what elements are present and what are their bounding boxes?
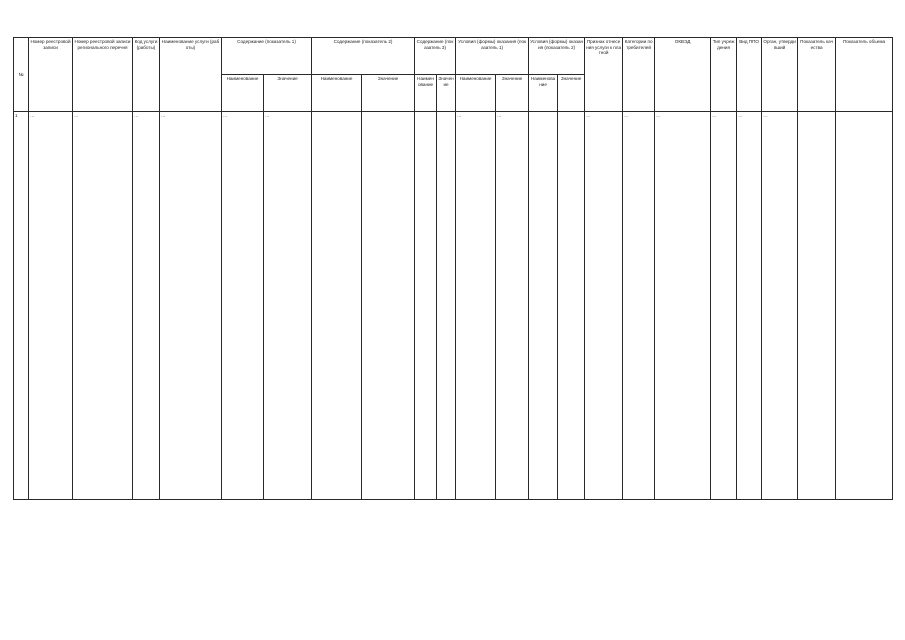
cell-authority: … — [762, 112, 798, 500]
header-conditions-1: Условия (формы) оказания (показатель 1) — [456, 38, 529, 75]
header-c2-name: Наименование — [312, 75, 362, 112]
cell-u2-name — [529, 112, 558, 500]
header-row-1 — [14, 38, 893, 75]
cell-volume — [836, 112, 893, 500]
cell-service-code: … — [133, 112, 160, 500]
registry-table — [13, 37, 893, 500]
header-okved: ОКВЭД — [655, 38, 711, 112]
cell-consumers: … — [623, 112, 655, 500]
cell-c3-value — [437, 112, 456, 500]
header-u1-value: Значение — [496, 75, 529, 112]
header-reg-number: Номер реестровой записи — [29, 38, 73, 112]
cell-u2-value — [558, 112, 585, 500]
header-u2-name: Наименование — [529, 75, 558, 112]
header-u1-name: Наименование — [456, 75, 496, 112]
header-no: № — [14, 38, 29, 112]
header-c1-value: Значение — [264, 75, 312, 112]
header-conditions-2: Условия (формы) оказания (показатель 2) — [529, 38, 585, 75]
header-reg-number-subject: Номер реестровой записи регионального перечня — [73, 38, 133, 112]
header-content-3: Содержание (показатель 3) — [415, 38, 456, 75]
cell-u1-value: … — [496, 112, 529, 500]
cell-u1-name: … — [456, 112, 496, 500]
header-quality: Показатель качества — [798, 38, 836, 112]
cell-no: 1 — [14, 112, 29, 500]
cell-quality — [798, 112, 836, 500]
header-reg-type: Тип учреждения — [711, 38, 737, 112]
header-service-name: Наименование услуги (работы) — [160, 38, 222, 112]
table-row — [14, 112, 893, 500]
cell-okved: … — [655, 112, 711, 500]
header-paid-free: Признак отнесения услуги к платной — [585, 38, 623, 112]
cell-c1-value: … — [264, 112, 312, 500]
cell-reg-type: … — [711, 112, 737, 500]
cell-service-name: … — [160, 112, 222, 500]
header-c2-value: Значение — [362, 75, 415, 112]
header-u2-value: Значение — [558, 75, 585, 112]
cell-c2-value — [362, 112, 415, 500]
header-volume: Показатель объема — [836, 38, 893, 112]
header-authority: Орган, утвердивший — [762, 38, 798, 112]
header-content-1: Содержание (показатель 1) — [222, 38, 312, 75]
cell-paid-free: … — [585, 112, 623, 500]
cell-c1-name: … — [222, 112, 264, 500]
header-c1-name: Наименование — [222, 75, 264, 112]
cell-vid-ppo: … — [737, 112, 762, 500]
header-c3-value: Значение — [437, 75, 456, 112]
header-vid-ppo: Вид ППО — [737, 38, 762, 112]
cell-reg-number: … — [29, 112, 73, 500]
cell-c3-name — [415, 112, 437, 500]
cell-reg-number-subject: … — [73, 112, 133, 500]
header-c3-name: Наименование — [415, 75, 437, 112]
header-consumers: Категории потребителей — [623, 38, 655, 112]
header-content-2: Содержание (показатель 2) — [312, 38, 415, 75]
cell-c2-name — [312, 112, 362, 500]
header-service-code: Код услуги (работы) — [133, 38, 160, 112]
